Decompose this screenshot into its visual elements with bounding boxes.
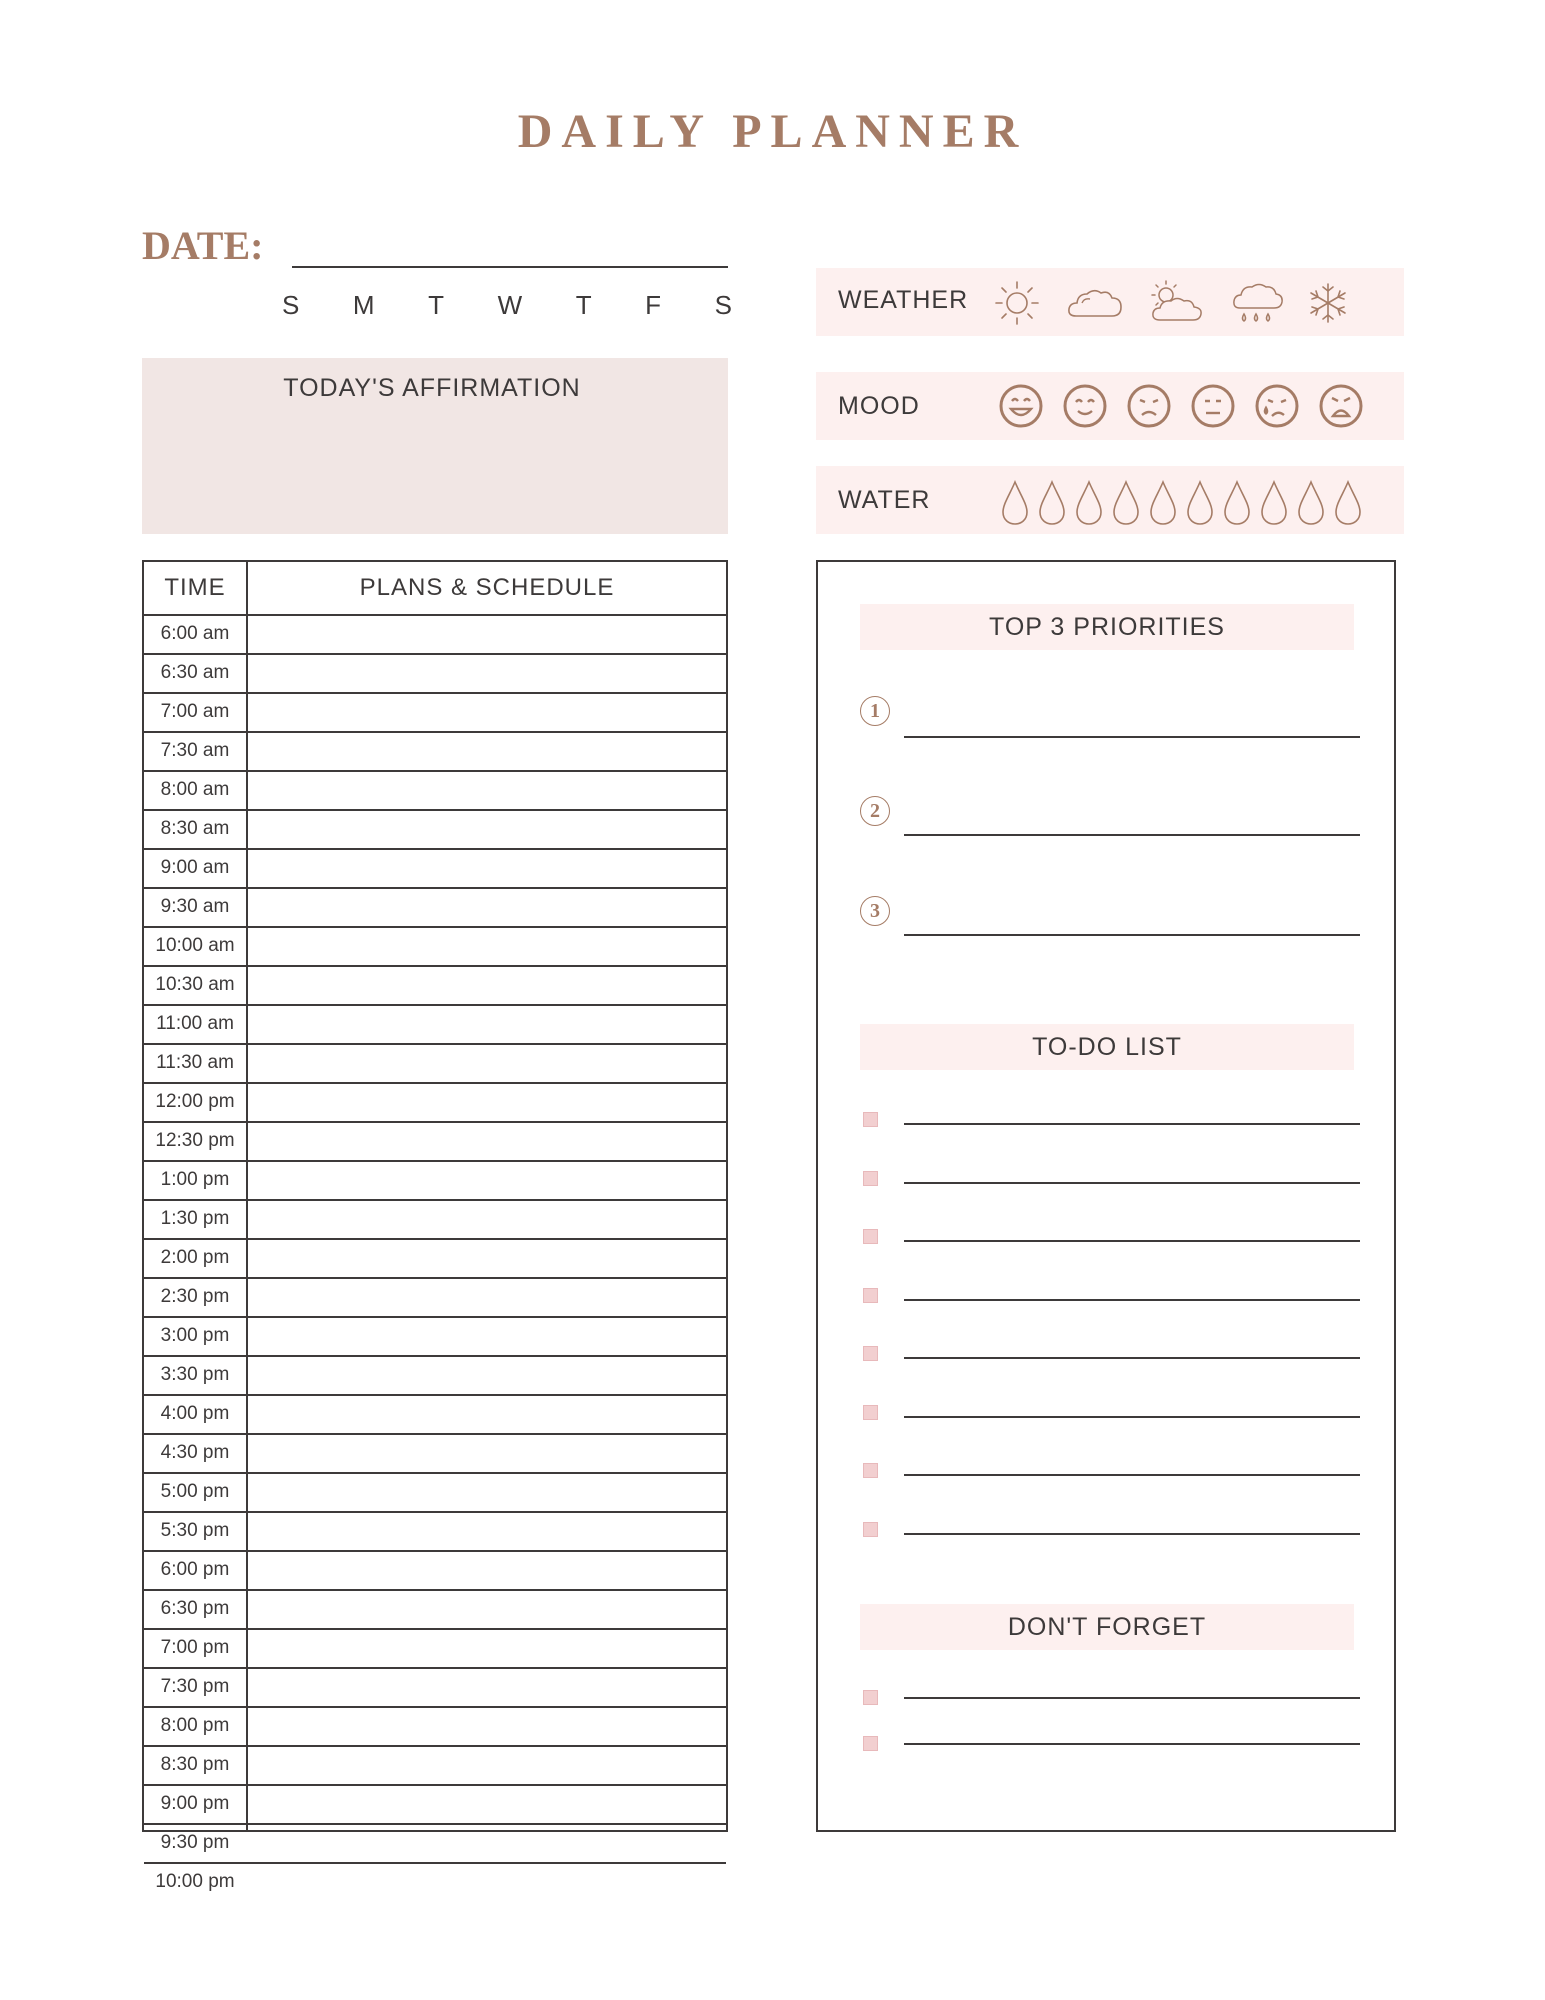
todo-line[interactable] bbox=[904, 1182, 1360, 1184]
snowflake-icon[interactable] bbox=[1306, 278, 1350, 328]
mood-tracker bbox=[816, 372, 1404, 440]
table-row[interactable] bbox=[144, 928, 726, 967]
water-drop-icon[interactable] bbox=[1222, 480, 1252, 526]
time-slot-label: 10:00 am bbox=[155, 935, 235, 956]
table-row[interactable] bbox=[144, 1864, 726, 1901]
weekday-selector bbox=[282, 290, 732, 324]
time-slot-label: 2:00 pm bbox=[160, 1247, 230, 1268]
table-row[interactable] bbox=[144, 1162, 726, 1201]
dont-forget-line[interactable] bbox=[904, 1697, 1360, 1699]
table-row[interactable] bbox=[144, 967, 726, 1006]
schedule-rows bbox=[144, 616, 726, 1901]
todo-line[interactable] bbox=[904, 1299, 1360, 1301]
table-row[interactable] bbox=[144, 1552, 726, 1591]
weekday-tue[interactable]: T bbox=[428, 290, 445, 320]
todo-line[interactable] bbox=[904, 1474, 1360, 1476]
table-row[interactable] bbox=[144, 1435, 726, 1474]
table-row[interactable] bbox=[144, 1123, 726, 1162]
table-row[interactable] bbox=[144, 616, 726, 655]
table-row[interactable] bbox=[144, 1318, 726, 1357]
table-row[interactable] bbox=[144, 811, 726, 850]
table-row[interactable] bbox=[144, 1240, 726, 1279]
laughing-face-icon[interactable] bbox=[998, 383, 1044, 429]
smiling-face-icon[interactable] bbox=[1062, 383, 1108, 429]
time-slot-label: 6:30 pm bbox=[160, 1598, 230, 1619]
table-row[interactable] bbox=[144, 1084, 726, 1123]
todo-checkbox[interactable] bbox=[863, 1229, 878, 1244]
weekday-wed[interactable]: W bbox=[497, 290, 523, 320]
water-drop-icon[interactable] bbox=[1259, 480, 1289, 526]
todo-line[interactable] bbox=[904, 1240, 1360, 1242]
todo-checkbox[interactable] bbox=[863, 1346, 878, 1361]
time-slot-label: 11:00 am bbox=[156, 1013, 234, 1034]
time-slot-label: 8:00 am bbox=[160, 779, 230, 800]
table-row[interactable] bbox=[144, 1708, 726, 1747]
weather-tracker bbox=[816, 268, 1404, 336]
time-slot-label: 5:00 pm bbox=[160, 1481, 230, 1502]
table-row[interactable] bbox=[144, 1591, 726, 1630]
priority-number-2: 2 bbox=[860, 796, 890, 826]
rain-icon[interactable] bbox=[1230, 278, 1284, 328]
time-slot-label: 7:30 am bbox=[160, 740, 230, 761]
todo-header: TO-DO LIST bbox=[860, 1024, 1354, 1070]
schedule-table bbox=[142, 560, 728, 1892]
time-slot-label: 3:30 pm bbox=[160, 1364, 230, 1385]
table-row[interactable] bbox=[144, 1513, 726, 1552]
table-row[interactable] bbox=[144, 889, 726, 928]
time-slot-label: 1:30 pm bbox=[160, 1208, 230, 1229]
priorities-header: TOP 3 PRIORITIES bbox=[860, 604, 1354, 650]
time-slot-label: 8:00 pm bbox=[160, 1715, 230, 1736]
table-row[interactable] bbox=[144, 1201, 726, 1240]
dont-forget-checkbox[interactable] bbox=[863, 1690, 878, 1705]
time-slot-label: 7:00 pm bbox=[160, 1637, 230, 1658]
todo-line[interactable] bbox=[904, 1416, 1360, 1418]
table-row[interactable] bbox=[144, 1786, 726, 1825]
time-slot-label: 6:00 pm bbox=[160, 1559, 230, 1580]
time-slot-label: 10:00 pm bbox=[155, 1871, 235, 1892]
priority-number-3: 3 bbox=[860, 896, 890, 926]
table-row[interactable] bbox=[144, 1825, 726, 1864]
water-drop-icon[interactable] bbox=[1185, 480, 1215, 526]
crying-face-icon[interactable] bbox=[1254, 383, 1300, 429]
table-row[interactable] bbox=[144, 694, 726, 733]
dont-forget-header: DON'T FORGET bbox=[860, 1604, 1354, 1650]
cloud-icon[interactable] bbox=[1066, 278, 1124, 328]
sad-face-icon[interactable] bbox=[1126, 383, 1172, 429]
table-row[interactable] bbox=[144, 1669, 726, 1708]
time-column-header: TIME bbox=[164, 574, 226, 601]
table-row[interactable] bbox=[144, 772, 726, 811]
weekday-fri[interactable]: F bbox=[645, 290, 662, 320]
todo-line[interactable] bbox=[904, 1357, 1360, 1359]
todo-checkbox[interactable] bbox=[863, 1112, 878, 1127]
table-row[interactable] bbox=[144, 1357, 726, 1396]
time-slot-label: 11:30 am bbox=[156, 1052, 234, 1073]
time-slot-label: 7:00 am bbox=[160, 701, 230, 722]
time-slot-label: 6:00 am bbox=[160, 623, 230, 644]
priority-line-3[interactable] bbox=[904, 934, 1360, 936]
time-slot-label: 4:00 pm bbox=[160, 1403, 230, 1424]
table-row[interactable] bbox=[144, 1279, 726, 1318]
todo-checkbox[interactable] bbox=[863, 1463, 878, 1478]
table-row[interactable] bbox=[144, 733, 726, 772]
time-slot-label: 12:30 pm bbox=[155, 1130, 235, 1151]
table-row[interactable] bbox=[144, 1474, 726, 1513]
priority-number-1: 1 bbox=[860, 696, 890, 726]
affirmation-title: TODAY'S AFFIRMATION bbox=[283, 374, 581, 402]
water-drop-icon[interactable] bbox=[1333, 480, 1363, 526]
time-slot-label: 10:30 am bbox=[155, 974, 235, 995]
mood-label: MOOD bbox=[838, 392, 920, 420]
table-row[interactable] bbox=[144, 850, 726, 889]
water-drop-icon[interactable] bbox=[1074, 480, 1104, 526]
priority-line-1[interactable] bbox=[904, 736, 1360, 738]
todo-line[interactable] bbox=[904, 1533, 1360, 1535]
water-label: WATER bbox=[838, 486, 931, 514]
sun-icon[interactable] bbox=[992, 278, 1042, 328]
table-row[interactable] bbox=[144, 1045, 726, 1084]
todo-checkbox[interactable] bbox=[863, 1522, 878, 1537]
todo-checkbox[interactable] bbox=[863, 1288, 878, 1303]
table-row[interactable] bbox=[144, 1006, 726, 1045]
weekday-sat[interactable]: S bbox=[714, 290, 732, 320]
todo-line[interactable] bbox=[904, 1123, 1360, 1125]
weekday-mon[interactable]: M bbox=[352, 290, 375, 320]
time-slot-label: 4:30 pm bbox=[160, 1442, 230, 1463]
table-row[interactable] bbox=[144, 1396, 726, 1435]
table-row[interactable] bbox=[144, 1747, 726, 1786]
table-row[interactable] bbox=[144, 655, 726, 694]
page-title: DAILY PLANNER bbox=[517, 105, 1028, 158]
time-slot-label: 7:30 pm bbox=[160, 1676, 230, 1697]
water-drop-icon[interactable] bbox=[1148, 480, 1178, 526]
time-slot-label: 9:00 pm bbox=[160, 1793, 230, 1814]
weekday-sun[interactable]: S bbox=[282, 290, 300, 320]
time-slot-label: 12:00 pm bbox=[155, 1091, 235, 1112]
time-slot-label: 1:00 pm bbox=[160, 1169, 230, 1190]
schedule-header bbox=[144, 562, 726, 616]
right-panel bbox=[816, 560, 1396, 1832]
neutral-face-icon[interactable] bbox=[1190, 383, 1236, 429]
time-slot-label: 3:00 pm bbox=[160, 1325, 230, 1346]
weekday-thu[interactable]: T bbox=[575, 290, 592, 320]
time-slot-label: 8:30 am bbox=[160, 818, 230, 839]
time-slot-label: 2:30 pm bbox=[160, 1286, 230, 1307]
plans-column-header: PLANS & SCHEDULE bbox=[359, 574, 615, 601]
time-slot-label: 5:30 pm bbox=[160, 1520, 230, 1541]
todo-checkbox[interactable] bbox=[863, 1171, 878, 1186]
table-row[interactable] bbox=[144, 1630, 726, 1669]
todo-checkbox[interactable] bbox=[863, 1405, 878, 1420]
weather-label: WEATHER bbox=[838, 286, 969, 314]
priority-line-2[interactable] bbox=[904, 834, 1360, 836]
time-slot-label: 6:30 am bbox=[160, 662, 230, 683]
angry-face-icon[interactable] bbox=[1318, 383, 1364, 429]
date-label: DATE: bbox=[142, 223, 264, 268]
water-tracker bbox=[816, 466, 1404, 534]
water-drop-icon[interactable] bbox=[1000, 480, 1030, 526]
dont-forget-line[interactable] bbox=[904, 1743, 1360, 1745]
water-drop-icon[interactable] bbox=[1111, 480, 1141, 526]
time-slot-label: 9:00 am bbox=[160, 857, 230, 878]
time-slot-label: 9:30 pm bbox=[160, 1832, 230, 1853]
dont-forget-checkbox[interactable] bbox=[863, 1736, 878, 1751]
water-drop-icon[interactable] bbox=[1037, 480, 1067, 526]
time-slot-label: 8:30 pm bbox=[160, 1754, 230, 1775]
water-drop-icon[interactable] bbox=[1296, 480, 1326, 526]
time-slot-label: 9:30 am bbox=[160, 896, 230, 917]
partly-cloudy-icon[interactable] bbox=[1146, 278, 1204, 328]
date-input-line[interactable] bbox=[292, 266, 728, 268]
